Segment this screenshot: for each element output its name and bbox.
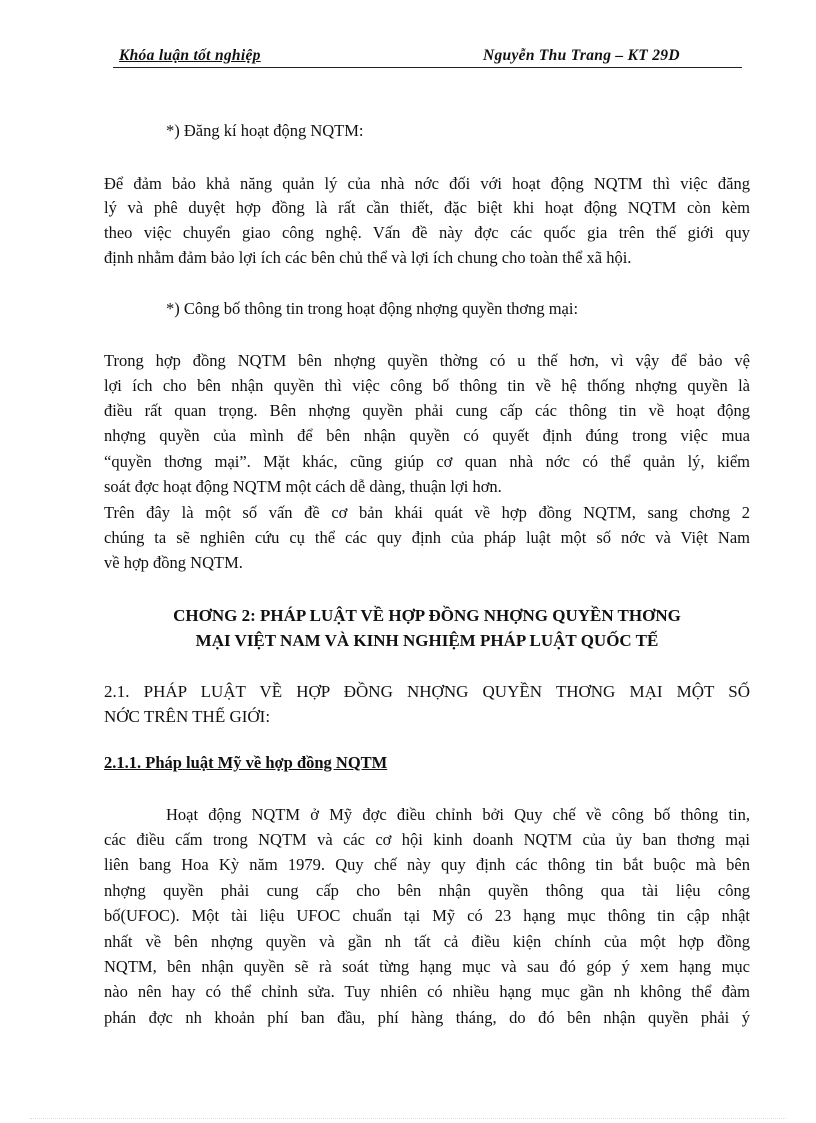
p3-line: chúng ta sẽ nghiên cứu cụ thể các quy định của pháp luật một số nớc và Việt Nam [104, 528, 750, 547]
p4-line: bố(UFOC). Một tài liệu UFOC chuẩn tại Mỹ có 23 hạng mục thông tin cập nhật [104, 906, 750, 925]
p1-line: định nhằm đảm bảo lợi ích các bên chủ thể và lợi ích chung cho toàn thể xã hội. [104, 248, 632, 267]
p4-line: nhất về bên nhợng quyền và gần nh tất cả điều kiện chính của một hợp đồng [104, 932, 750, 951]
chapter-heading-line: MẠI VIỆT NAM VÀ KINH NGHIỆM PHÁP LUẬT QUỐC TẾ [195, 631, 659, 650]
p2-line: Trong hợp đồng NQTM bên nhợng quyền thờng có u thế hơn, vì vậy để bảo vệ [104, 351, 750, 370]
p4-line: phán đợc nh khoản phí ban đầu, phí hàng tháng, do đó bên nhận quyền phải ý [104, 1008, 750, 1027]
p2-line: nhợng quyền của mình để bên nhận quyền có quyết định đúng trong việc mua [104, 426, 750, 445]
p1-line: theo việc chuyển giao công nghệ. Vấn đề này đợc các quốc gia trên thế giới quy [104, 223, 750, 242]
p1-line: Để đảm bảo khả năng quản lý của nhà nớc đối với hoạt động NQTM thì việc đăng [104, 174, 750, 193]
chapter-heading-line: CHƠNG 2: PHÁP LUẬT VỀ HỢP ĐỒNG NHỢNG QUYỀN THƠNG [173, 606, 681, 625]
p4-line: NQTM, bên nhận quyền sẽ rà soát từng hạng mục và sau đó góp ý xem hạng mục [104, 957, 750, 976]
p3-line: về hợp đồng NQTM. [104, 553, 243, 572]
p4-line: nào nên hay có thể chỉnh sửa. Tuy nhiên có nhiều hạng mục gần nh không thể đàm [104, 982, 750, 1001]
header-right: Nguyễn Thu Trang – KT 29D [483, 47, 680, 64]
p4-line: các điều cấm trong NQTM và các cơ hội kinh doanh NQTM của ủy ban thơng mại [104, 830, 750, 849]
p4-line: Hoạt động NQTM ở Mỹ đợc điều chỉnh bởi Quy chế về công bố thông tin, [166, 805, 750, 824]
p2-line: điều rất quan trọng. Bên nhợng quyền phải cung cấp các thông tin về hoạt động [104, 401, 750, 420]
p4-line: liên bang Hoa Kỳ năm 1979. Quy chế này quy định các thông tin bắt buộc mà bên [104, 855, 750, 874]
p2-line: soát đợc hoạt động NQTM một cách dễ dàng, thuận lợi hơn. [104, 477, 502, 496]
p1-line: lý và phê duyệt hợp đồng là rất cần thiết, đặc biệt khi hoạt động NQTM còn kèm [104, 198, 750, 217]
p2-heading: *) Công bố thông tin trong hoạt động nhợng quyền thơng mại: [166, 299, 579, 318]
section-heading-line: 2.1. PHÁP LUẬT VỀ HỢP ĐỒNG NHỢNG QUYỀN THƠNG MẠI MỘT SỐ [104, 682, 750, 701]
p1-heading: *) Đăng kí hoạt động NQTM: [166, 121, 364, 140]
page-bottom-divider [30, 1118, 786, 1119]
page-header [113, 47, 742, 68]
p2-line: lợi ích cho bên nhận quyền thì việc công bố thông tin về hệ thống nhợng quyền là [104, 376, 750, 395]
subsection-heading: 2.1.1. Pháp luật Mỹ về hợp đồng NQTM [104, 753, 388, 772]
p3-line: Trên đây là một số vấn đề cơ bản khái quát về hợp đồng NQTM, sang chơng 2 [104, 503, 750, 522]
p2-line: “quyền thơng mại”. Mặt khác, cũng giúp cơ quan nhà nớc có thể quản lý, kiểm [104, 452, 750, 471]
section-heading-line: NỚC TRÊN THẾ GIỚI: [104, 707, 271, 726]
header-left: Khóa luận tốt nghiệp [119, 47, 261, 64]
p4-line: nhợng quyền phải cung cấp cho bên nhận quyền thông qua tài liệu công [104, 881, 750, 900]
